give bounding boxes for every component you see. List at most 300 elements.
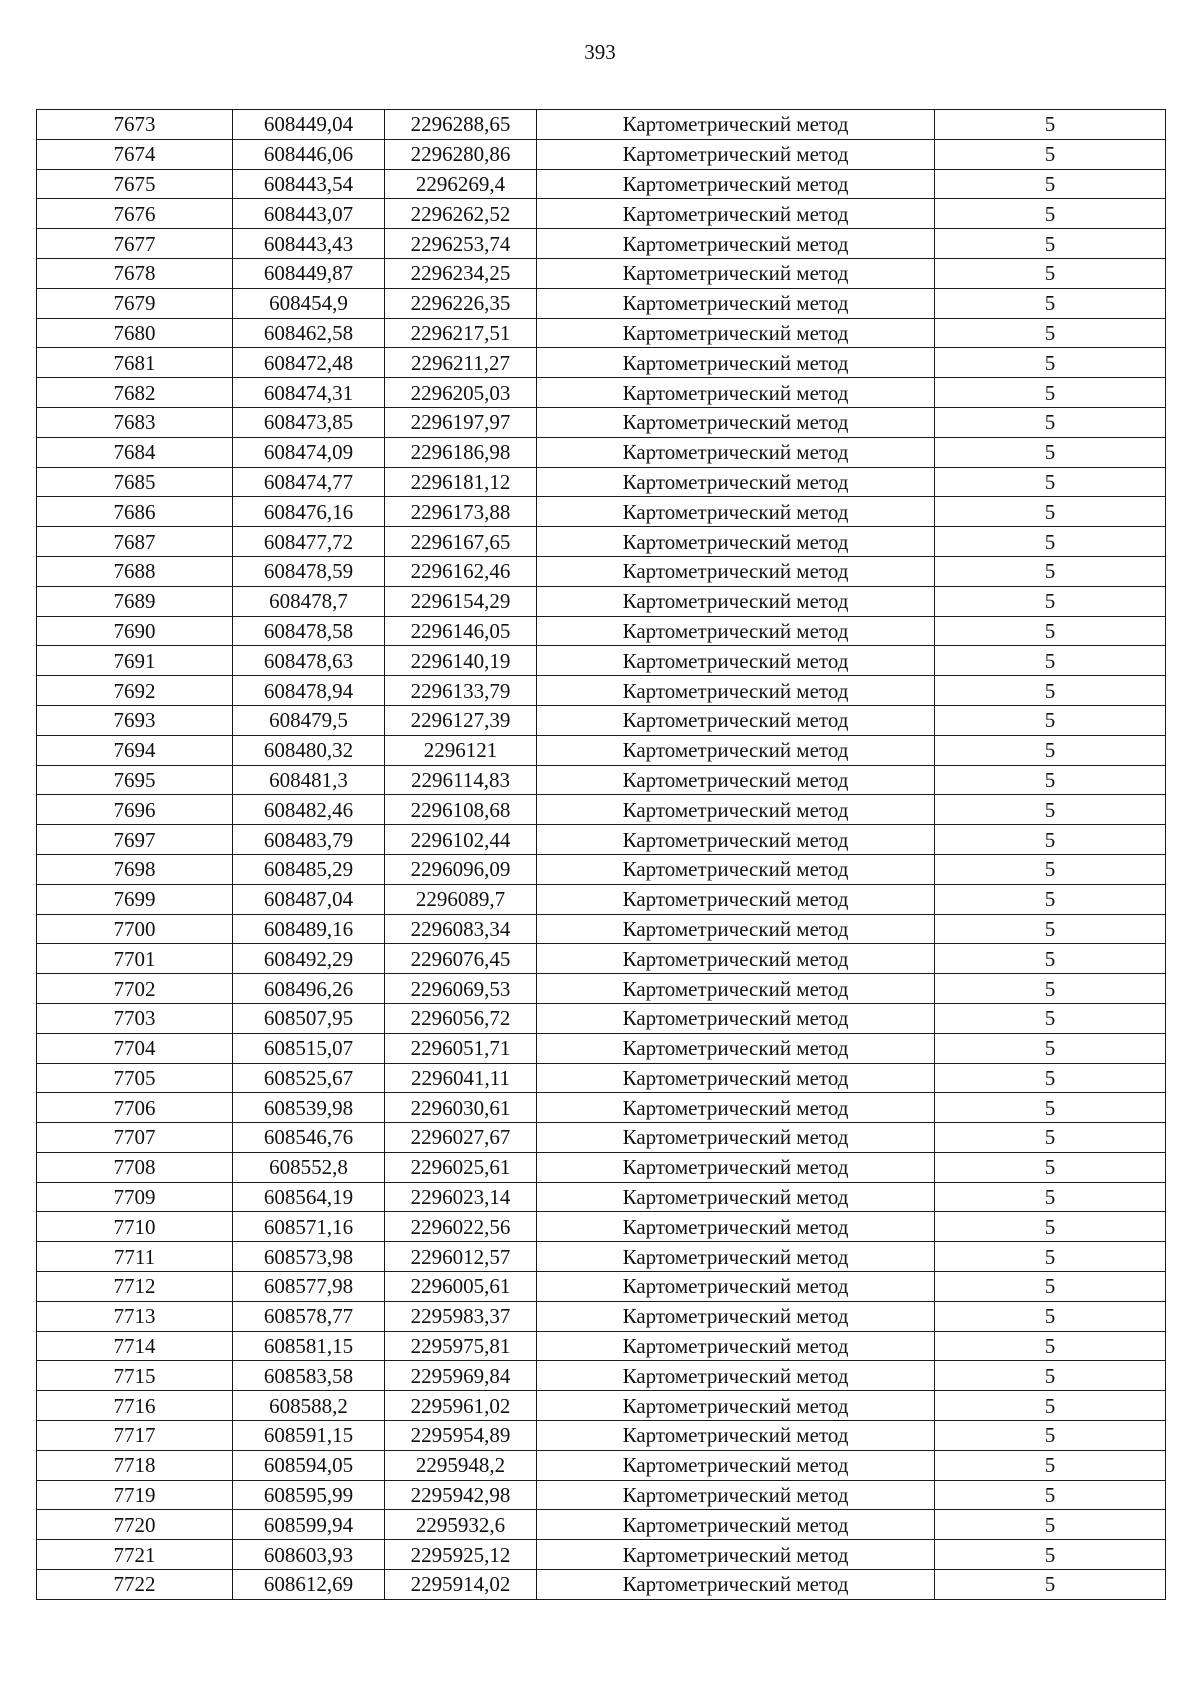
method-cell: Картометрический метод <box>537 139 935 169</box>
method-cell: Картометрический метод <box>537 407 935 437</box>
y-coordinate-cell: 2296205,03 <box>385 378 537 408</box>
method-cell: Картометрический метод <box>537 884 935 914</box>
y-coordinate-cell: 2296012,57 <box>385 1242 537 1272</box>
y-coordinate-cell: 2296025,61 <box>385 1152 537 1182</box>
method-cell: Картометрический метод <box>537 1123 935 1153</box>
point-number-cell: 7697 <box>37 825 233 855</box>
table-row <box>37 1450 1166 1480</box>
y-coordinate-cell: 2295975,81 <box>385 1331 537 1361</box>
table-row <box>37 348 1166 378</box>
method-cell: Картометрический метод <box>537 229 935 259</box>
point-number-cell: 7714 <box>37 1331 233 1361</box>
y-coordinate-cell: 2296102,44 <box>385 825 537 855</box>
table-row <box>37 795 1166 825</box>
y-coordinate-cell: 2296154,29 <box>385 586 537 616</box>
method-cell: Картометрический метод <box>537 765 935 795</box>
accuracy-cell: 5 <box>935 1480 1166 1510</box>
method-cell: Картометрический метод <box>537 854 935 884</box>
method-cell: Картометрический метод <box>537 1301 935 1331</box>
table-row <box>37 288 1166 318</box>
point-number-cell: 7687 <box>37 527 233 557</box>
point-number-cell: 7682 <box>37 378 233 408</box>
accuracy-cell: 5 <box>935 437 1166 467</box>
accuracy-cell: 5 <box>935 556 1166 586</box>
table-row <box>37 527 1166 557</box>
method-cell: Картометрический метод <box>537 1510 935 1540</box>
point-number-cell: 7684 <box>37 437 233 467</box>
table-row <box>37 705 1166 735</box>
table-row <box>37 1510 1166 1540</box>
accuracy-cell: 5 <box>935 676 1166 706</box>
x-coordinate-cell: 608449,04 <box>233 110 385 140</box>
accuracy-cell: 5 <box>935 199 1166 229</box>
x-coordinate-cell: 608594,05 <box>233 1450 385 1480</box>
method-cell: Картометрический метод <box>537 944 935 974</box>
y-coordinate-cell: 2296234,25 <box>385 258 537 288</box>
y-coordinate-cell: 2296089,7 <box>385 884 537 914</box>
y-coordinate-cell: 2296211,27 <box>385 348 537 378</box>
accuracy-cell: 5 <box>935 1093 1166 1123</box>
table-row <box>37 1480 1166 1510</box>
point-number-cell: 7673 <box>37 110 233 140</box>
table-row <box>37 437 1166 467</box>
y-coordinate-cell: 2296140,19 <box>385 646 537 676</box>
accuracy-cell: 5 <box>935 139 1166 169</box>
accuracy-cell: 5 <box>935 825 1166 855</box>
x-coordinate-cell: 608477,72 <box>233 527 385 557</box>
table-row <box>37 1331 1166 1361</box>
point-number-cell: 7702 <box>37 974 233 1004</box>
table-row <box>37 229 1166 259</box>
method-cell: Картометрический метод <box>537 1480 935 1510</box>
x-coordinate-cell: 608480,32 <box>233 735 385 765</box>
accuracy-cell: 5 <box>935 527 1166 557</box>
table-row <box>37 884 1166 914</box>
y-coordinate-cell: 2296269,4 <box>385 169 537 199</box>
y-coordinate-cell: 2296253,74 <box>385 229 537 259</box>
accuracy-cell: 5 <box>935 1421 1166 1451</box>
y-coordinate-cell: 2296022,56 <box>385 1212 537 1242</box>
x-coordinate-cell: 608474,77 <box>233 467 385 497</box>
accuracy-cell: 5 <box>935 348 1166 378</box>
method-cell: Картометрический метод <box>537 169 935 199</box>
y-coordinate-cell: 2296083,34 <box>385 914 537 944</box>
accuracy-cell: 5 <box>935 1272 1166 1302</box>
method-cell: Картометрический метод <box>537 974 935 1004</box>
point-number-cell: 7706 <box>37 1093 233 1123</box>
y-coordinate-cell: 2296005,61 <box>385 1272 537 1302</box>
x-coordinate-cell: 608478,7 <box>233 586 385 616</box>
method-cell: Картометрический метод <box>537 348 935 378</box>
accuracy-cell: 5 <box>935 1391 1166 1421</box>
method-cell: Картометрический метод <box>537 1212 935 1242</box>
x-coordinate-cell: 608454,9 <box>233 288 385 318</box>
x-coordinate-cell: 608578,77 <box>233 1301 385 1331</box>
x-coordinate-cell: 608515,07 <box>233 1033 385 1063</box>
table-row <box>37 735 1166 765</box>
point-number-cell: 7704 <box>37 1033 233 1063</box>
accuracy-cell: 5 <box>935 1510 1166 1540</box>
y-coordinate-cell: 2296056,72 <box>385 1003 537 1033</box>
x-coordinate-cell: 608478,59 <box>233 556 385 586</box>
method-cell: Картометрический метод <box>537 556 935 586</box>
y-coordinate-cell: 2295925,12 <box>385 1540 537 1570</box>
x-coordinate-cell: 608478,94 <box>233 676 385 706</box>
accuracy-cell: 5 <box>935 1242 1166 1272</box>
accuracy-cell: 5 <box>935 318 1166 348</box>
method-cell: Картометрический метод <box>537 795 935 825</box>
table-row <box>37 169 1166 199</box>
x-coordinate-cell: 608485,29 <box>233 854 385 884</box>
accuracy-cell: 5 <box>935 258 1166 288</box>
method-cell: Картометрический метод <box>537 497 935 527</box>
y-coordinate-cell: 2295932,6 <box>385 1510 537 1540</box>
method-cell: Картометрический метод <box>537 825 935 855</box>
accuracy-cell: 5 <box>935 616 1166 646</box>
table-row <box>37 944 1166 974</box>
point-number-cell: 7686 <box>37 497 233 527</box>
accuracy-cell: 5 <box>935 229 1166 259</box>
y-coordinate-cell: 2296069,53 <box>385 974 537 1004</box>
method-cell: Картометрический метод <box>537 1450 935 1480</box>
x-coordinate-cell: 608443,43 <box>233 229 385 259</box>
x-coordinate-cell: 608599,94 <box>233 1510 385 1540</box>
accuracy-cell: 5 <box>935 1570 1166 1600</box>
accuracy-cell: 5 <box>935 1182 1166 1212</box>
x-coordinate-cell: 608571,16 <box>233 1212 385 1242</box>
point-number-cell: 7720 <box>37 1510 233 1540</box>
accuracy-cell: 5 <box>935 110 1166 140</box>
table-row <box>37 556 1166 586</box>
table-row <box>37 378 1166 408</box>
x-coordinate-cell: 608443,07 <box>233 199 385 229</box>
accuracy-cell: 5 <box>935 884 1166 914</box>
point-number-cell: 7695 <box>37 765 233 795</box>
method-cell: Картометрический метод <box>537 1421 935 1451</box>
table-row <box>37 646 1166 676</box>
method-cell: Картометрический метод <box>537 199 935 229</box>
y-coordinate-cell: 2296030,61 <box>385 1093 537 1123</box>
table-row <box>37 407 1166 437</box>
y-coordinate-cell: 2296217,51 <box>385 318 537 348</box>
y-coordinate-cell: 2296023,14 <box>385 1182 537 1212</box>
table-row <box>37 914 1166 944</box>
y-coordinate-cell: 2296186,98 <box>385 437 537 467</box>
x-coordinate-cell: 608489,16 <box>233 914 385 944</box>
point-number-cell: 7707 <box>37 1123 233 1153</box>
point-number-cell: 7716 <box>37 1391 233 1421</box>
point-number-cell: 7692 <box>37 676 233 706</box>
y-coordinate-cell: 2296226,35 <box>385 288 537 318</box>
table-row <box>37 139 1166 169</box>
point-number-cell: 7689 <box>37 586 233 616</box>
accuracy-cell: 5 <box>935 586 1166 616</box>
table-row <box>37 467 1166 497</box>
method-cell: Картометрический метод <box>537 616 935 646</box>
accuracy-cell: 5 <box>935 914 1166 944</box>
accuracy-cell: 5 <box>935 974 1166 1004</box>
table-row <box>37 1391 1166 1421</box>
x-coordinate-cell: 608546,76 <box>233 1123 385 1153</box>
accuracy-cell: 5 <box>935 467 1166 497</box>
accuracy-cell: 5 <box>935 1450 1166 1480</box>
x-coordinate-cell: 608476,16 <box>233 497 385 527</box>
point-number-cell: 7696 <box>37 795 233 825</box>
x-coordinate-cell: 608474,31 <box>233 378 385 408</box>
point-number-cell: 7709 <box>37 1182 233 1212</box>
x-coordinate-cell: 608446,06 <box>233 139 385 169</box>
accuracy-cell: 5 <box>935 1212 1166 1242</box>
point-number-cell: 7717 <box>37 1421 233 1451</box>
point-number-cell: 7678 <box>37 258 233 288</box>
y-coordinate-cell: 2296197,97 <box>385 407 537 437</box>
table-row <box>37 1272 1166 1302</box>
method-cell: Картометрический метод <box>537 467 935 497</box>
point-number-cell: 7676 <box>37 199 233 229</box>
method-cell: Картометрический метод <box>537 705 935 735</box>
x-coordinate-cell: 608525,67 <box>233 1063 385 1093</box>
table-row <box>37 854 1166 884</box>
x-coordinate-cell: 608474,09 <box>233 437 385 467</box>
point-number-cell: 7705 <box>37 1063 233 1093</box>
point-number-cell: 7675 <box>37 169 233 199</box>
y-coordinate-cell: 2296076,45 <box>385 944 537 974</box>
accuracy-cell: 5 <box>935 1540 1166 1570</box>
table-row <box>37 497 1166 527</box>
y-coordinate-cell: 2295942,98 <box>385 1480 537 1510</box>
point-number-cell: 7700 <box>37 914 233 944</box>
table-row <box>37 1540 1166 1570</box>
method-cell: Картометрический метод <box>537 1003 935 1033</box>
accuracy-cell: 5 <box>935 1152 1166 1182</box>
accuracy-cell: 5 <box>935 169 1166 199</box>
y-coordinate-cell: 2296280,86 <box>385 139 537 169</box>
y-coordinate-cell: 2296173,88 <box>385 497 537 527</box>
accuracy-cell: 5 <box>935 1361 1166 1391</box>
table-row <box>37 586 1166 616</box>
table-row <box>37 1003 1166 1033</box>
accuracy-cell: 5 <box>935 795 1166 825</box>
point-number-cell: 7711 <box>37 1242 233 1272</box>
x-coordinate-cell: 608487,04 <box>233 884 385 914</box>
x-coordinate-cell: 608482,46 <box>233 795 385 825</box>
method-cell: Картометрический метод <box>537 1242 935 1272</box>
method-cell: Картометрический метод <box>537 288 935 318</box>
method-cell: Картометрический метод <box>537 1033 935 1063</box>
point-number-cell: 7701 <box>37 944 233 974</box>
accuracy-cell: 5 <box>935 1301 1166 1331</box>
point-number-cell: 7685 <box>37 467 233 497</box>
method-cell: Картометрический метод <box>537 110 935 140</box>
x-coordinate-cell: 608492,29 <box>233 944 385 974</box>
point-number-cell: 7674 <box>37 139 233 169</box>
table-row <box>37 825 1166 855</box>
point-number-cell: 7708 <box>37 1152 233 1182</box>
table-row <box>37 199 1166 229</box>
method-cell: Картометрический метод <box>537 586 935 616</box>
accuracy-cell: 5 <box>935 1003 1166 1033</box>
y-coordinate-cell: 2296133,79 <box>385 676 537 706</box>
method-cell: Картометрический метод <box>537 1152 935 1182</box>
accuracy-cell: 5 <box>935 705 1166 735</box>
table-row <box>37 1212 1166 1242</box>
x-coordinate-cell: 608573,98 <box>233 1242 385 1272</box>
method-cell: Картометрический метод <box>537 1331 935 1361</box>
coordinates-table <box>36 109 1166 1600</box>
x-coordinate-cell: 608588,2 <box>233 1391 385 1421</box>
point-number-cell: 7718 <box>37 1450 233 1480</box>
table-row <box>37 676 1166 706</box>
table-row <box>37 1093 1166 1123</box>
y-coordinate-cell: 2296051,71 <box>385 1033 537 1063</box>
method-cell: Картометрический метод <box>537 1540 935 1570</box>
x-coordinate-cell: 608481,3 <box>233 765 385 795</box>
y-coordinate-cell: 2296121 <box>385 735 537 765</box>
table-row <box>37 1063 1166 1093</box>
x-coordinate-cell: 608479,5 <box>233 705 385 735</box>
point-number-cell: 7713 <box>37 1301 233 1331</box>
x-coordinate-cell: 608591,15 <box>233 1421 385 1451</box>
point-number-cell: 7694 <box>37 735 233 765</box>
y-coordinate-cell: 2295983,37 <box>385 1301 537 1331</box>
accuracy-cell: 5 <box>935 1331 1166 1361</box>
x-coordinate-cell: 608507,95 <box>233 1003 385 1033</box>
table-row <box>37 616 1166 646</box>
x-coordinate-cell: 608472,48 <box>233 348 385 378</box>
x-coordinate-cell: 608612,69 <box>233 1570 385 1600</box>
method-cell: Картометрический метод <box>537 258 935 288</box>
point-number-cell: 7719 <box>37 1480 233 1510</box>
y-coordinate-cell: 2296027,67 <box>385 1123 537 1153</box>
y-coordinate-cell: 2296288,65 <box>385 110 537 140</box>
method-cell: Картометрический метод <box>537 318 935 348</box>
x-coordinate-cell: 608478,58 <box>233 616 385 646</box>
method-cell: Картометрический метод <box>537 378 935 408</box>
y-coordinate-cell: 2296146,05 <box>385 616 537 646</box>
accuracy-cell: 5 <box>935 854 1166 884</box>
table-row <box>37 1152 1166 1182</box>
point-number-cell: 7693 <box>37 705 233 735</box>
y-coordinate-cell: 2296041,11 <box>385 1063 537 1093</box>
y-coordinate-cell: 2296096,09 <box>385 854 537 884</box>
accuracy-cell: 5 <box>935 378 1166 408</box>
point-number-cell: 7679 <box>37 288 233 318</box>
point-number-cell: 7721 <box>37 1540 233 1570</box>
method-cell: Картометрический метод <box>537 1063 935 1093</box>
method-cell: Картометрический метод <box>537 527 935 557</box>
accuracy-cell: 5 <box>935 646 1166 676</box>
x-coordinate-cell: 608581,15 <box>233 1331 385 1361</box>
y-coordinate-cell: 2296262,52 <box>385 199 537 229</box>
table-row <box>37 1301 1166 1331</box>
point-number-cell: 7683 <box>37 407 233 437</box>
point-number-cell: 7691 <box>37 646 233 676</box>
point-number-cell: 7715 <box>37 1361 233 1391</box>
y-coordinate-cell: 2296127,39 <box>385 705 537 735</box>
point-number-cell: 7690 <box>37 616 233 646</box>
method-cell: Картометрический метод <box>537 735 935 765</box>
method-cell: Картометрический метод <box>537 1093 935 1123</box>
x-coordinate-cell: 608496,26 <box>233 974 385 1004</box>
point-number-cell: 7681 <box>37 348 233 378</box>
accuracy-cell: 5 <box>935 1123 1166 1153</box>
method-cell: Картометрический метод <box>537 676 935 706</box>
y-coordinate-cell: 2295969,84 <box>385 1361 537 1391</box>
table-row <box>37 1242 1166 1272</box>
y-coordinate-cell: 2296162,46 <box>385 556 537 586</box>
table-row <box>37 765 1166 795</box>
table-row <box>37 258 1166 288</box>
point-number-cell: 7688 <box>37 556 233 586</box>
method-cell: Картометрический метод <box>537 1272 935 1302</box>
table-row <box>37 1421 1166 1451</box>
method-cell: Картометрический метод <box>537 914 935 944</box>
accuracy-cell: 5 <box>935 1063 1166 1093</box>
method-cell: Картометрический метод <box>537 1361 935 1391</box>
table-row <box>37 1033 1166 1063</box>
point-number-cell: 7699 <box>37 884 233 914</box>
accuracy-cell: 5 <box>935 288 1166 318</box>
table-row <box>37 1361 1166 1391</box>
x-coordinate-cell: 608583,58 <box>233 1361 385 1391</box>
x-coordinate-cell: 608473,85 <box>233 407 385 437</box>
y-coordinate-cell: 2296114,83 <box>385 765 537 795</box>
table-row <box>37 974 1166 1004</box>
coordinates-table-body <box>37 110 1166 1600</box>
x-coordinate-cell: 608443,54 <box>233 169 385 199</box>
y-coordinate-cell: 2296167,65 <box>385 527 537 557</box>
table-row <box>37 1182 1166 1212</box>
x-coordinate-cell: 608539,98 <box>233 1093 385 1123</box>
point-number-cell: 7722 <box>37 1570 233 1600</box>
y-coordinate-cell: 2295914,02 <box>385 1570 537 1600</box>
y-coordinate-cell: 2296181,12 <box>385 467 537 497</box>
accuracy-cell: 5 <box>935 735 1166 765</box>
y-coordinate-cell: 2296108,68 <box>385 795 537 825</box>
y-coordinate-cell: 2295948,2 <box>385 1450 537 1480</box>
point-number-cell: 7680 <box>37 318 233 348</box>
method-cell: Картометрический метод <box>537 646 935 676</box>
x-coordinate-cell: 608577,98 <box>233 1272 385 1302</box>
table-row <box>37 318 1166 348</box>
table-row <box>37 1123 1166 1153</box>
y-coordinate-cell: 2295954,89 <box>385 1421 537 1451</box>
method-cell: Картометрический метод <box>537 1570 935 1600</box>
accuracy-cell: 5 <box>935 407 1166 437</box>
x-coordinate-cell: 608564,19 <box>233 1182 385 1212</box>
point-number-cell: 7677 <box>37 229 233 259</box>
method-cell: Картометрический метод <box>537 1391 935 1421</box>
x-coordinate-cell: 608478,63 <box>233 646 385 676</box>
accuracy-cell: 5 <box>935 497 1166 527</box>
method-cell: Картометрический метод <box>537 1182 935 1212</box>
accuracy-cell: 5 <box>935 1033 1166 1063</box>
point-number-cell: 7703 <box>37 1003 233 1033</box>
point-number-cell: 7712 <box>37 1272 233 1302</box>
accuracy-cell: 5 <box>935 944 1166 974</box>
table-row <box>37 1570 1166 1600</box>
x-coordinate-cell: 608603,93 <box>233 1540 385 1570</box>
x-coordinate-cell: 608462,58 <box>233 318 385 348</box>
point-number-cell: 7698 <box>37 854 233 884</box>
x-coordinate-cell: 608552,8 <box>233 1152 385 1182</box>
table-row <box>37 110 1166 140</box>
accuracy-cell: 5 <box>935 765 1166 795</box>
y-coordinate-cell: 2295961,02 <box>385 1391 537 1421</box>
x-coordinate-cell: 608483,79 <box>233 825 385 855</box>
page-number: 393 <box>584 40 616 64</box>
method-cell: Картометрический метод <box>537 437 935 467</box>
